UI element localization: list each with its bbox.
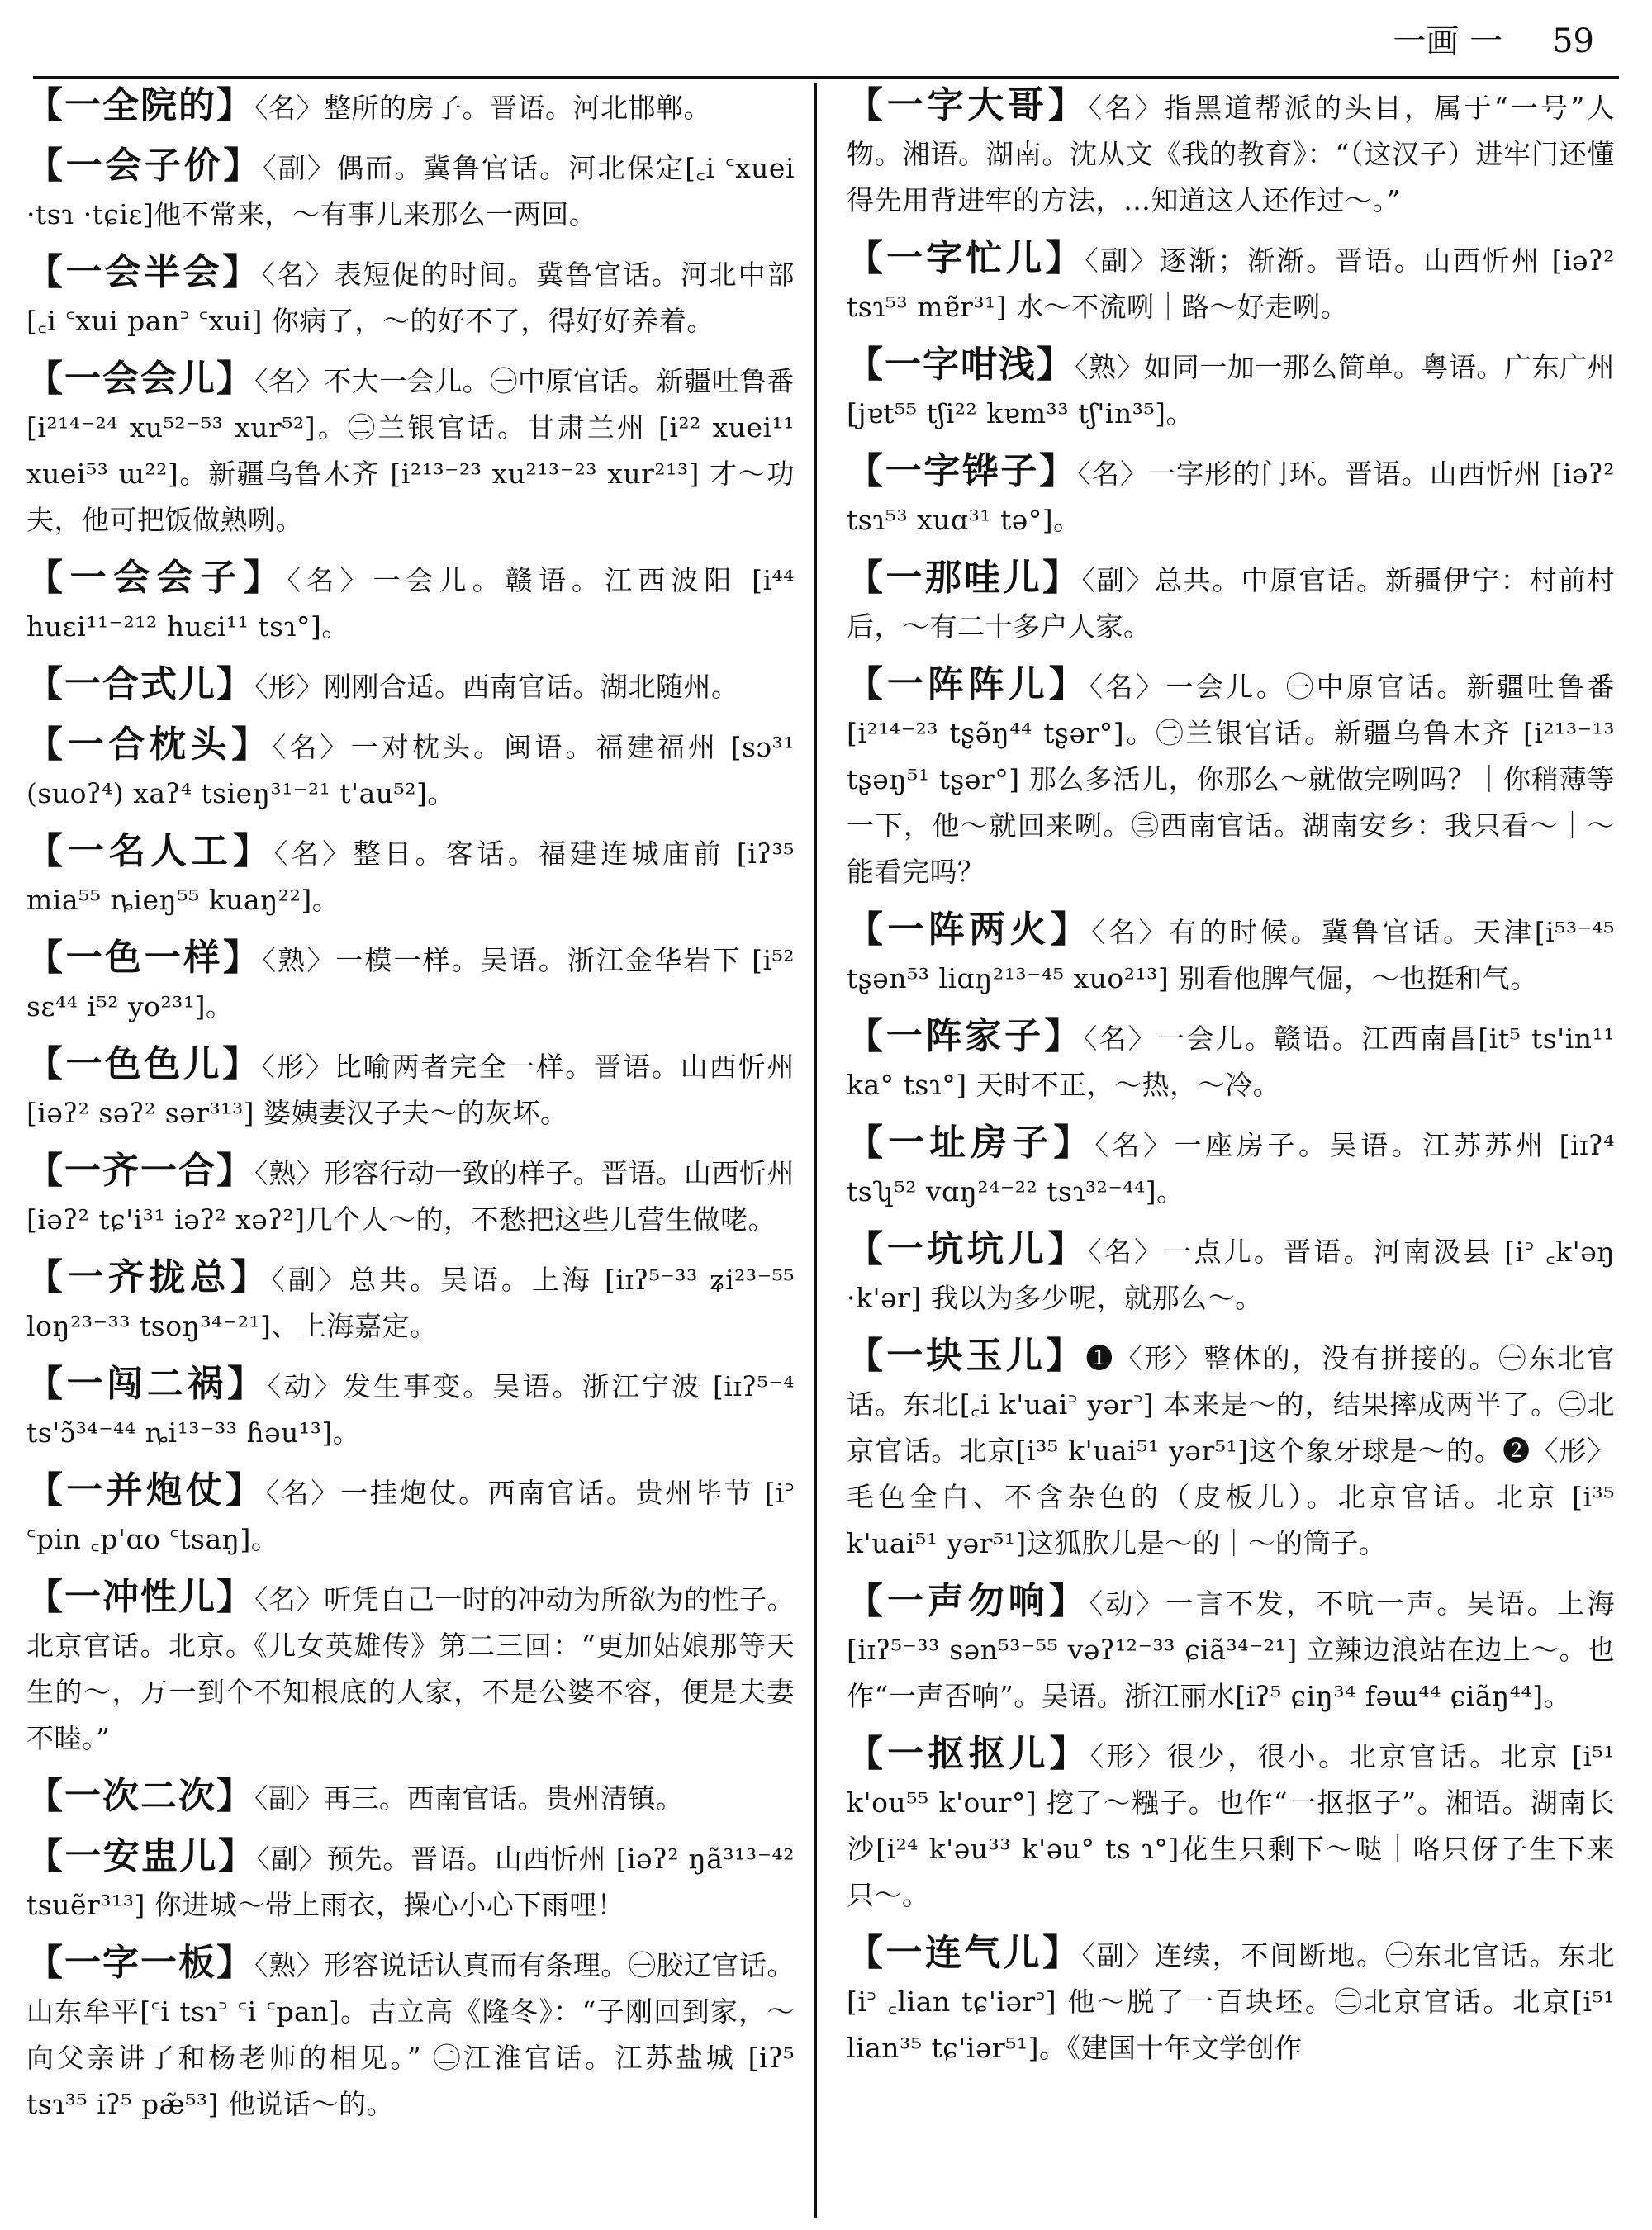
dictionary-entry [26, 1940, 795, 2128]
dictionary-entry [26, 1361, 795, 1456]
entry-body: 〈名〉不大一会儿。㊀中原官话。新疆吐鲁番 [i²¹⁴⁻²⁴ xu⁵²⁻⁵³ xur⁵²]。㊁兰银官话。甘肃兰州 [i²² xuei¹¹ xuei⁵³ ɯ²²]。新疆乌鲁木齐 [i²¹³⁻²³ xu²¹³⁻²³ xur²¹³] 才～功夫，他可把饭做熟咧。 [26, 365, 795, 536]
entry-headword: 【一字大哥】 [847, 84, 1089, 126]
dictionary-entry [847, 1731, 1615, 1919]
dictionary-entry [847, 1578, 1615, 1720]
entry-body: 〈副〉总共。中原官话。新疆伊宁：村前村后，～有二十多户人家。 [847, 564, 1616, 643]
entry-headword: 【一名人工】 [26, 830, 274, 872]
entry-body: 〈名〉有的时候。冀鲁官话。天津[i⁵³⁻⁴⁵ tʂən⁵³ liɑŋ²¹³⁻⁴⁵ xuo²¹³] 别看他脾气倔，～也挺和气。 [847, 916, 1616, 994]
dictionary-entry [26, 1255, 795, 1350]
section-label: 一画 一 [1393, 22, 1503, 60]
entry-headword: 【一坑坑儿】 [847, 1228, 1089, 1270]
entry-body: 〈名〉一座房子。吴语。江苏苏州 [iɪʔ⁴ tsʮ⁵² vɑŋ²⁴⁻²² tsɿ³²⁻⁴⁴]。 [847, 1129, 1615, 1208]
entry-headword: 【一抠抠儿】 [847, 1733, 1090, 1775]
entry-body: 〈名〉听凭自己一时的冲动为所欲为的性子。北京官话。北京。《儿女英雄传》第二三回：“更加姑娘那等天生的～，万一到个不知根底的人家，不是公婆不容，便是夫妻不睦。” [26, 1583, 795, 1754]
dictionary-entry [847, 662, 1615, 895]
entry-body: 〈副〉偶而。冀鲁官话。河北保定[꜀i ꜂xuei ·tsɿ ·tɕiɛ]他不常来，～有事儿来那么一两回。 [26, 152, 795, 230]
entry-headword: 【一色色儿】 [26, 1043, 262, 1085]
entry-body: 〈熟〉形容行动一致的样子。晋语。山西忻州[iəʔ² tɕ'i³¹ iəʔ² xəʔ²]几个人～的，不愁把这些儿营生做咾。 [26, 1157, 795, 1236]
dictionary-entry [26, 935, 795, 1030]
dictionary-entry [26, 1834, 795, 1929]
dictionary-entry [26, 828, 795, 923]
entry-body: 〈副〉再三。西南官话。贵州清镇。 [254, 1782, 684, 1815]
left-column [26, 83, 795, 2139]
dictionary-entry [847, 1120, 1615, 1215]
page-header [1393, 15, 1594, 62]
dictionary-entry [26, 1468, 795, 1563]
entry-headword: 【一次二次】 [26, 1775, 254, 1817]
entry-headword: 【一齐拢总】 [26, 1256, 272, 1298]
dictionary-entry [847, 1013, 1615, 1108]
entry-headword: 【一那哇儿】 [847, 557, 1082, 599]
dictionary-entry [26, 722, 795, 817]
dictionary-entry [26, 143, 795, 238]
dictionary-entry [847, 342, 1615, 437]
entry-body: 〈熟〉形容说话认真而有条理。㊀胶辽官话。山东牟平[꜂i tsɿ꜄ ꜂i ꜂pan]。古立高《隆冬》：“子刚回到家，～向父亲讲了和杨老师的相见。” ㊁江淮官话。江苏盐城 [iʔ⁵ tsɿ³⁵ iʔ⁵ pæ̃⁵³] 他说话～的。 [26, 1949, 795, 2120]
entry-body: 〈形〉很少，很小。北京官话。北京 [i⁵¹ k'ou⁵⁵ k'our°] 挖了～糨子。也作“一抠抠子”。湘语。湖南长沙[i²⁴ k'əu³³ k'əu° ts ɿ°]花生只剩下～哒｜咯只伢子生下来只～。 [847, 1740, 1615, 1911]
entry-body: 〈副〉总共。吴语。上海 [iɪʔ⁵⁻³³ ʑi²³⁻⁵⁵ loŋ²³⁻³³ tsoŋ³⁴⁻²¹]、上海嘉定。 [26, 1264, 795, 1342]
page-number: 59 [1552, 22, 1594, 60]
entry-headword: 【一合枕头】 [26, 724, 273, 766]
dictionary-entry [26, 1574, 795, 1762]
entry-headword: 【一址房子】 [847, 1122, 1095, 1164]
entry-body: 〈形〉刚刚合适。西南官话。湖北随州。 [254, 671, 739, 703]
entry-headword: 【一字忙儿】 [847, 237, 1085, 279]
entry-headword: 【一声勿响】 [847, 1580, 1089, 1622]
dictionary-entry [26, 1773, 795, 1822]
header-rule [33, 76, 1619, 79]
entry-body: 〈形〉比喻两者完全一样。晋语。山西忻州[iəʔ² səʔ² sər³¹³] 婆姨妻汉子夫～的灰坏。 [26, 1051, 795, 1129]
entry-headword: 【一连气儿】 [847, 1932, 1082, 1974]
dictionary-entry [847, 1226, 1615, 1321]
column-divider [814, 83, 817, 2218]
entry-body: 〈熟〉一模一样。吴语。浙江金华岩下 [i⁵² sɛ⁴⁴ i⁵² yo²³¹]。 [26, 944, 795, 1022]
entry-body: 〈名〉指黑道帮派的头目，属于“一号”人物。湘语。湖南。沈从文《我的教育》：“（这汉子）进牢门还懂得先用背进牢的方法，…知道这人还作过～。” [847, 92, 1615, 216]
entry-headword: 【一会半会】 [26, 251, 262, 293]
entry-body: 〈副〉预先。晋语。山西忻州 [iəʔ² ŋã³¹³⁻⁴² tsuẽr³¹³] 你进城～带上雨衣，操心小心下雨哩！ [26, 1843, 795, 1921]
entry-body: 〈名〉整日。客话。福建连城庙前 [iʔ³⁵ mia⁵⁵ ȵieŋ⁵⁵ kuaŋ²²]。 [26, 837, 795, 916]
dictionary-entry [847, 448, 1615, 543]
dictionary-entry [26, 249, 795, 344]
entry-body: 〈副〉逐渐；渐渐。晋语。山西忻州 [iəʔ² tsɿ⁵³ mɐ̃r³¹] 水～不流咧｜路～好走咧。 [847, 244, 1615, 323]
dictionary-entry [26, 356, 795, 543]
entry-headword: 【一色一样】 [26, 937, 263, 979]
entry-body: 〈名〉整所的房子。晋语。河北邯郸。 [254, 92, 711, 124]
dictionary-entry [847, 1333, 1615, 1567]
entry-headword: 【一块玉儿】 [847, 1335, 1086, 1377]
entry-body: 〈名〉一挂炮仗。西南官话。贵州毕节 [i꜄ ꜂pin ꜀p'ɑo ꜂tsaŋ]。 [26, 1477, 795, 1555]
entry-body: 〈动〉发生事变。吴语。浙江宁波 [iɪʔ⁵⁻⁴ ts'ɔ̃³⁴⁻⁴⁴ ȵi¹³⁻³³ ɦəu¹³]。 [26, 1370, 795, 1449]
dictionary-entry [847, 235, 1615, 330]
entry-headword: 【一闯二祸】 [26, 1363, 268, 1405]
entry-headword: 【一阵家子】 [847, 1015, 1084, 1057]
entry-headword: 【一字铧子】 [847, 450, 1078, 492]
entry-body: 〈名〉表短促的时间。冀鲁官话。河北中部[꜀i ꜂xui pan꜄ ꜂xui] 你病了，～的好不了，得好好养着。 [26, 259, 795, 337]
entry-headword: 【一阵两火】 [847, 909, 1092, 951]
entry-body: 〈名〉一对枕头。闽语。福建福州 [sɔ³¹ (suoʔ⁴) xaʔ⁴ tsieŋ³¹⁻²¹ t'au⁵²]。 [26, 731, 795, 809]
dictionary-entry [26, 83, 795, 131]
dictionary-entry [847, 83, 1615, 224]
dictionary-entry [847, 907, 1615, 1002]
entry-body: 〈名〉一会儿。赣语。江西波阳 [i⁴⁴ huɛi¹¹⁻²¹² huɛi¹¹ tsɿ°]。 [26, 564, 795, 643]
entry-headword: 【一冲性儿】 [26, 1576, 255, 1618]
dictionary-entry [847, 555, 1615, 650]
entry-headword: 【一齐一合】 [26, 1150, 255, 1192]
entry-body: 〈动〉一言不发，不吭一声。吴语。上海 [iɪʔ⁵⁻³³ sən⁵³⁻⁵⁵ vəʔ¹²⁻³³ ɕiã³⁴⁻²¹] 立辣边浪站在边上～。也作“一声否响”。吴语。浙江丽水[iʔ⁵ ɕiŋ³⁴ fəɯ⁴⁴ ɕiãŋ⁴⁴]。 [847, 1587, 1616, 1712]
entry-headword: 【一阵阵儿】 [847, 663, 1089, 705]
dictionary-entry [847, 1930, 1615, 2071]
entry-headword: 【一字一板】 [26, 1942, 255, 1984]
entry-body: ❶〈形〉整体的，没有拼接的。㊀东北官话。东北[꜀i k'uai꜄ yər꜄] 本来是～的，结果摔成两半了。㊁北京官话。北京[i³⁵ k'uai⁵¹ yər⁵¹]这个象牙球是～的。❷〈形〉毛色全白、不含杂色的（皮板儿）。北京官话。北京 [i³⁵ k'uai⁵¹ yər⁵¹]这狐肷儿是～的｜～的筒子。 [847, 1342, 1616, 1559]
entry-headword: 【一安盅儿】 [26, 1835, 257, 1877]
dictionary-entry [26, 555, 795, 650]
entry-headword: 【一并炮仗】 [26, 1469, 266, 1511]
entry-headword: 【一会会儿】 [26, 358, 255, 400]
entry-body: 〈名〉一点儿。晋语。河南汲县 [i꜄ ꜀k'əŋ ·k'ər] 我以为多少呢，就那么～。 [847, 1236, 1615, 1314]
entry-headword: 【一会子价】 [26, 145, 263, 187]
dictionary-entry [26, 1041, 795, 1136]
entry-body: 〈名〉一会儿。㊀中原官话。新疆吐鲁番 [i²¹⁴⁻²³ tʂə̃ŋ⁴⁴ tʂər°]。㊁兰银官话。新疆乌鲁木齐 [i²¹³⁻¹³ tʂəŋ⁵¹ tʂər°] 那么多活儿，你那么～就做完咧吗？｜你稍薄等一下，他～就回来咧。㊂西南官话。湖南安乡：我只看～｜～能看完吗？ [847, 671, 1616, 888]
entry-body: 〈名〉一字形的门环。晋语。山西忻州 [iəʔ² tsɿ⁵³ xuɑ³¹ tə°]。 [847, 458, 1615, 536]
entry-headword: 【一合式儿】 [26, 663, 254, 705]
entry-headword: 【一全院的】 [26, 84, 254, 126]
entry-body: 〈副〉连续，不间断地。㊀东北官话。东北[i꜄ ꜀lian tɕ'iər꜄] 他～脱了一百块坯。㊁北京官话。北京[i⁵¹ lian³⁵ tɕ'iər⁵¹]。《建国十年文学创作 [847, 1939, 1616, 2064]
entry-body: 〈熟〉如同一加一那么简单。粤语。广东广州[jɐt⁵⁵ tʃi²² kɐm³³ tʃ'in³⁵]。 [847, 351, 1616, 429]
dictionary-entry [26, 1148, 795, 1243]
dictionary-entry [26, 662, 795, 710]
entry-body: 〈名〉一会儿。赣语。江西南昌[it⁵ ts'in¹¹ ka° tsɿ°] 天时不正，～热，～冷。 [847, 1022, 1615, 1101]
entry-headword: 【一会会子】 [26, 557, 287, 599]
right-column [847, 83, 1615, 2083]
entry-headword: 【一字咁浅】 [847, 344, 1075, 386]
